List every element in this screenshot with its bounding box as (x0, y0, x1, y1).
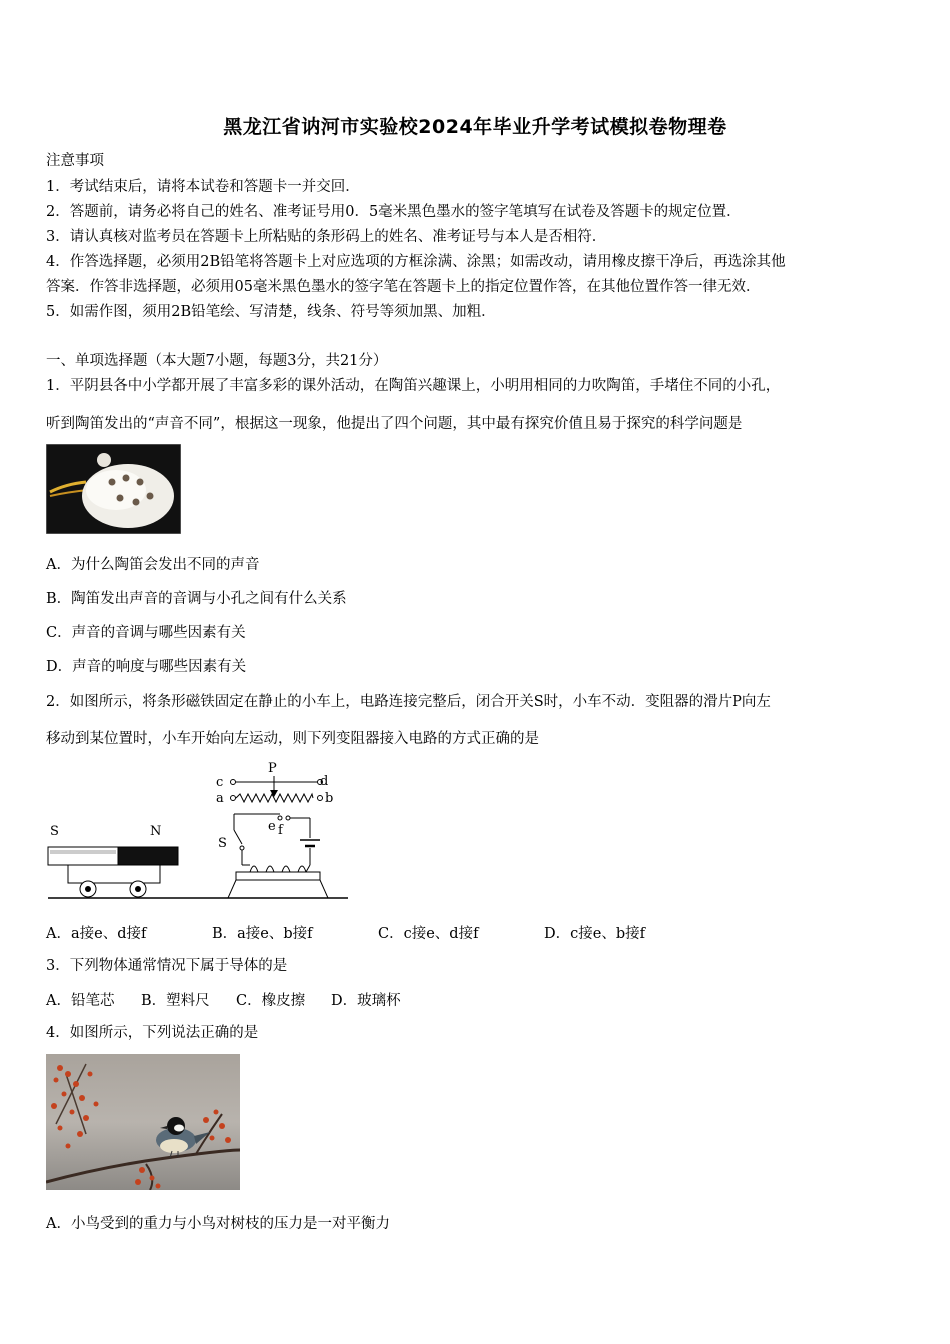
question-2-options (46, 922, 645, 943)
notice-item: 4．作答选择题，必须用2B铅笔将答题卡上对应选项的方框涂满、涂黑；如需改动，请用橡皮擦干净后，再选涂其他 (46, 254, 786, 270)
question-1-stem-line-2: 听到陶笛发出的“声音不同”，根据这一现象，他提出了四个问题，其中最有探究价值且易于探究的科学问题是 (46, 416, 743, 432)
question-2-option-a: A．a接e、d接f (46, 926, 147, 942)
notice-item: 2．答题前，请务必将自己的姓名、准考证号用0．5毫米黑色墨水的签字笔填写在试卷及答题卡的规定位置． (46, 204, 741, 220)
section-heading: 一、单项选择题（本大题7小题，每题3分，共21分） (46, 353, 388, 369)
label-c: c (216, 775, 224, 790)
question-3-option-a: A．铅笔芯 (46, 993, 115, 1009)
question-1-option-a: A．为什么陶笛会发出不同的声音 (46, 557, 260, 573)
notice-heading: 注意事项 (46, 153, 104, 169)
label-magnet-n: N (150, 824, 162, 839)
question-3-stem: 3．下列物体通常情况下属于导体的是 (46, 958, 288, 974)
notice-item: 3．请认真核对监考员在答题卡上所粘贴的条形码上的姓名、准考证号与本人是否相符． (46, 229, 607, 245)
ocarina-image (46, 444, 181, 534)
magnet-cart-circuit-diagram (40, 760, 360, 905)
label-switch-s: S (218, 836, 227, 851)
label-magnet-s: S (50, 824, 59, 839)
bird-on-branch-image (46, 1054, 240, 1190)
notice-item: 1．考试结束后，请将本试卷和答题卡一并交回． (46, 179, 360, 195)
question-3-option-c: C．橡皮擦 (236, 993, 306, 1009)
question-1-option-b: B．陶笛发出声音的音调与小孔之间有什么关系 (46, 591, 347, 607)
question-2-option-c: C．c接e、d接f (378, 926, 479, 942)
notice-item: 5．如需作图，须用2B铅笔绘、写清楚，线条、符号等须加黑、加粗． (46, 304, 496, 320)
question-4-option-a: A．小鸟受到的重力与小鸟对树枝的压力是一对平衡力 (46, 1216, 390, 1232)
label-p: P (268, 761, 277, 776)
question-2-stem-line-2: 移动到某位置时，小车开始向左运动，则下列变阻器接入电路的方式正确的是 (46, 731, 539, 747)
question-2-option-b: B．a接e、b接f (212, 926, 313, 942)
question-3-option-d: D．玻璃杯 (331, 993, 401, 1009)
question-4-stem: 4．如图所示，下列说法正确的是 (46, 1025, 259, 1041)
question-1-option-c: C．声音的音调与哪些因素有关 (46, 625, 246, 641)
notice-item: 答案．作答非选择题，必须用05毫米黑色墨水的签字笔在答题卡上的指定位置作答，在其他位置作答一律无效． (46, 279, 761, 295)
question-2-option-d: D．c接e、b接f (544, 926, 645, 942)
page-title: 黑龙江省讷河市实验校2024年毕业升学考试模拟卷物理卷 (223, 116, 727, 138)
label-d: d (320, 774, 329, 789)
question-3-options (46, 989, 401, 1010)
label-a: a (216, 791, 224, 806)
question-1-option-d: D．声音的响度与哪些因素有关 (46, 659, 247, 675)
label-b: b (325, 791, 334, 806)
question-3-option-b: B．塑料尺 (141, 993, 210, 1009)
question-1-stem-line-1: 1．平阴县各中小学都开展了丰富多彩的课外活动，在陶笛兴趣课上，小明用相同的力吹陶笛，手堵住不同的小孔， (46, 378, 781, 394)
question-2-stem-line-1: 2．如图所示，将条形磁铁固定在静止的小车上，电路连接完整后，闭合开关S时，小车不动．变阻器的滑片P向左 (46, 694, 771, 710)
label-e: e (268, 819, 276, 834)
label-f: f (278, 823, 283, 838)
